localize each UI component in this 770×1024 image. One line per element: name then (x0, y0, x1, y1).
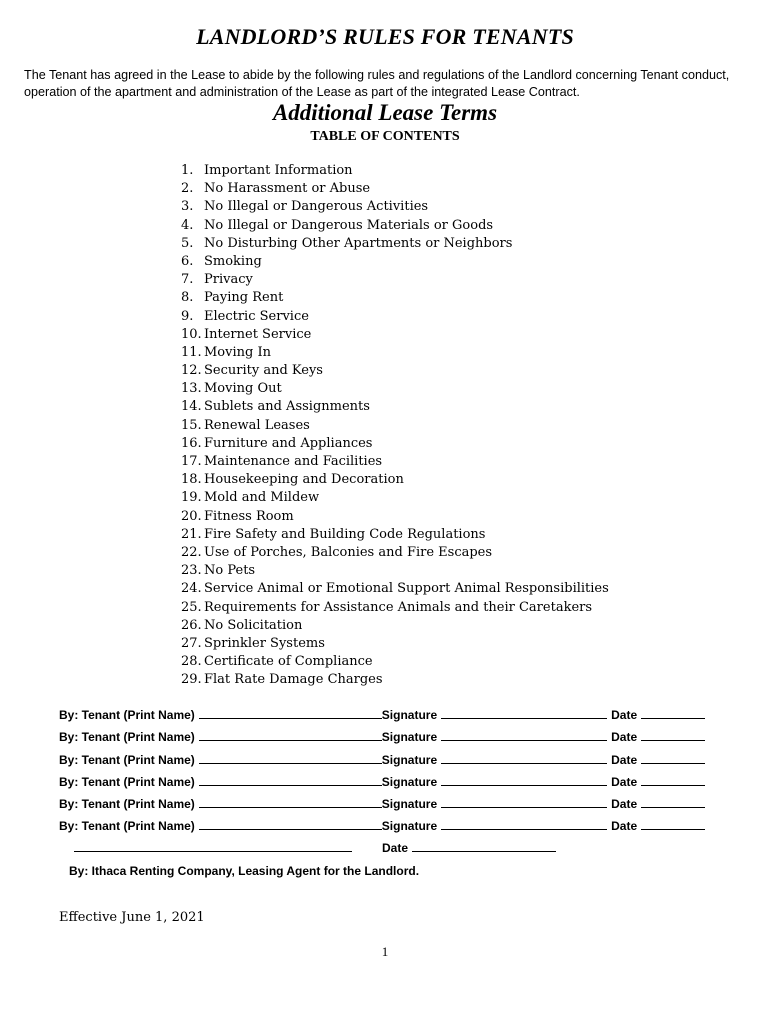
toc-item-number: 8. (181, 290, 194, 306)
toc-item (181, 635, 609, 653)
date-label: Date (611, 774, 638, 789)
toc-item-number: 5. (181, 235, 194, 251)
toc-item-number: 2. (181, 181, 194, 197)
agent-date-label: Date (382, 841, 409, 855)
toc-item-number: 26. (181, 617, 202, 633)
date-line[interactable] (641, 796, 705, 808)
toc-item-number: 22. (181, 544, 202, 560)
toc-item (181, 198, 609, 216)
agent-label: By: Ithaca Renting Company, Leasing Agent for the Landlord. (69, 864, 420, 878)
toc-item-label: Important Information (204, 163, 353, 178)
toc-item-number: 15. (181, 417, 202, 433)
toc-item-label: Maintenance and Facilities (204, 454, 383, 469)
tenant-name-line[interactable] (199, 729, 382, 741)
signature-line[interactable] (441, 752, 607, 764)
intro-paragraph: The Tenant has agreed in the Lease to abide by the following rules and regulations of the Landlord concerning Tenant conduct, operation of the apartment and administration of the Lease as part of the integrated Lease Contract. (24, 68, 730, 99)
toc-item-label: Service Animal or Emotional Support Animal Responsibilities (204, 581, 609, 597)
date-label: Date (611, 752, 638, 767)
toc-item-number: 1. (181, 163, 194, 178)
toc-item-number: 13. (181, 381, 202, 397)
toc-item-number: 28. (181, 654, 202, 670)
toc-item-label: Housekeeping and Decoration (204, 472, 404, 488)
toc-item (181, 435, 609, 453)
signature-line[interactable] (441, 729, 607, 741)
toc-item (181, 417, 609, 435)
signature-label: Signature (381, 819, 438, 834)
toc-item-number: 6. (181, 253, 194, 269)
toc-item-label: Sublets and Assignments (204, 399, 370, 415)
toc-item-number: 9. (181, 308, 194, 324)
toc-item (181, 398, 609, 416)
toc-item (181, 326, 609, 344)
signature-label: Signature (381, 774, 438, 789)
table-of-contents (181, 162, 609, 689)
toc-item-label: Certificate of Compliance (204, 654, 373, 670)
toc-item-number: 3. (181, 199, 194, 215)
toc-item-label: Fire Safety and Building Code Regulations (204, 526, 486, 542)
toc-item-label: Furniture and Appliances (204, 435, 373, 451)
toc-item (181, 562, 609, 580)
toc-item-number: 4. (181, 217, 194, 233)
toc-item-number: 11. (181, 344, 202, 360)
tenant-name-label: By: Tenant (Print Name) (59, 708, 195, 722)
tenant-signature-row (59, 729, 739, 751)
document-title: LANDLORD’S RULES FOR TENANTS (196, 24, 574, 49)
toc-item (181, 599, 609, 617)
date-label: Date (611, 730, 638, 745)
toc-item (181, 471, 609, 489)
toc-item (181, 489, 609, 507)
signature-line[interactable] (441, 818, 607, 830)
toc-item-number: 27. (181, 635, 202, 651)
toc-item-number: 14. (181, 399, 202, 415)
toc-item (181, 580, 609, 598)
toc-item-label: Mold and Mildew (204, 490, 320, 506)
toc-item-label: Moving In (204, 344, 271, 360)
toc-item-label: No Pets (204, 563, 256, 579)
tenant-name-line[interactable] (199, 818, 382, 830)
signature-label: Signature (381, 752, 438, 767)
signature-block (59, 707, 739, 841)
tenant-signature-row (59, 752, 739, 774)
tenant-name-line[interactable] (199, 707, 382, 719)
toc-item-label: Privacy (204, 272, 253, 288)
toc-item-label: Sprinkler Systems (204, 635, 325, 651)
toc-item (181, 653, 609, 671)
toc-item (181, 180, 609, 198)
toc-item (181, 253, 609, 271)
toc-item (181, 362, 609, 380)
tenant-name-label: By: Tenant (Print Name) (59, 819, 195, 834)
toc-item (181, 671, 609, 689)
signature-line[interactable] (441, 774, 607, 786)
toc-item (181, 526, 609, 544)
toc-item (181, 344, 609, 362)
tenant-name-line[interactable] (199, 774, 382, 786)
date-label: Date (611, 797, 638, 812)
effective-date: Effective June 1, 2021 (59, 910, 205, 925)
tenant-name-label: By: Tenant (Print Name) (59, 797, 195, 812)
toc-item-number: 17. (181, 454, 202, 469)
toc-item-label: Fitness Room (204, 508, 294, 524)
toc-item (181, 289, 609, 307)
tenant-signature-row (59, 707, 739, 729)
toc-item-number: 16. (181, 435, 202, 451)
toc-item-label: No Illegal or Dangerous Activities (204, 199, 429, 215)
toc-item-label: No Illegal or Dangerous Materials or Goods (204, 217, 494, 233)
signature-line[interactable] (441, 796, 607, 808)
toc-item-number: 19. (181, 490, 202, 506)
toc-item-label: Smoking (204, 253, 262, 269)
toc-item (181, 217, 609, 235)
toc-item-number: 23. (181, 563, 202, 579)
agent-date-line[interactable] (412, 840, 556, 852)
signature-label: Signature (381, 797, 438, 812)
toc-heading: TABLE OF CONTENTS (310, 129, 460, 144)
tenant-name-label: By: Tenant (Print Name) (59, 730, 195, 745)
toc-item-label: Electric Service (204, 308, 309, 324)
tenant-name-line[interactable] (199, 796, 382, 808)
toc-item-label: No Harassment or Abuse (204, 181, 371, 197)
toc-item (181, 508, 609, 526)
toc-item-label: Flat Rate Damage Charges (204, 672, 383, 688)
toc-item-number: 18. (181, 472, 202, 488)
toc-item (181, 453, 609, 471)
signature-label: Signature (381, 730, 438, 745)
toc-item-number: 29. (181, 672, 202, 688)
toc-item (181, 308, 609, 326)
toc-item-label: No Disturbing Other Apartments or Neighbors (204, 235, 513, 251)
date-label: Date (611, 819, 638, 834)
date-line[interactable] (641, 774, 705, 786)
toc-item-label: Security and Keys (204, 363, 323, 379)
toc-item (181, 162, 609, 180)
toc-item (181, 271, 609, 289)
tenant-name-label: By: Tenant (Print Name) (59, 752, 195, 767)
date-line[interactable] (641, 818, 705, 830)
agent-signature-row (74, 840, 556, 856)
toc-item (181, 617, 609, 635)
toc-item-label: Requirements for Assistance Animals and their Caretakers (204, 599, 593, 615)
signature-line[interactable] (441, 707, 607, 719)
tenant-name-line[interactable] (199, 752, 382, 764)
tenant-signature-row (59, 774, 739, 796)
toc-item (181, 235, 609, 253)
date-line[interactable] (641, 752, 705, 764)
date-label: Date (611, 708, 638, 722)
toc-item-label: Internet Service (204, 326, 312, 342)
toc-item-number: 10. (181, 326, 202, 342)
toc-item-number: 7. (181, 272, 194, 288)
section-subtitle: Additional Lease Terms (272, 100, 498, 125)
toc-item-number: 25. (181, 599, 202, 615)
toc-item-label: Paying Rent (204, 290, 284, 306)
date-line[interactable] (641, 707, 705, 719)
tenant-name-label: By: Tenant (Print Name) (59, 774, 195, 789)
toc-item-label: No Solicitation (204, 617, 303, 633)
toc-item-number: 20. (181, 508, 202, 524)
toc-item (181, 380, 609, 398)
toc-item-number: 21. (181, 526, 202, 542)
toc-item-number: 12. (181, 363, 202, 379)
page-number: 1 (381, 944, 389, 959)
toc-item-label: Moving Out (204, 381, 282, 397)
tenant-signature-row (59, 818, 739, 840)
toc-item-label: Use of Porches, Balconies and Fire Escapes (204, 544, 493, 560)
agent-signature-line[interactable] (74, 840, 352, 852)
date-line[interactable] (641, 729, 705, 741)
signature-label: Signature (381, 708, 438, 722)
tenant-signature-row (59, 796, 739, 818)
toc-item (181, 544, 609, 562)
toc-item-number: 24. (181, 581, 202, 597)
toc-item-label: Renewal Leases (204, 417, 310, 433)
